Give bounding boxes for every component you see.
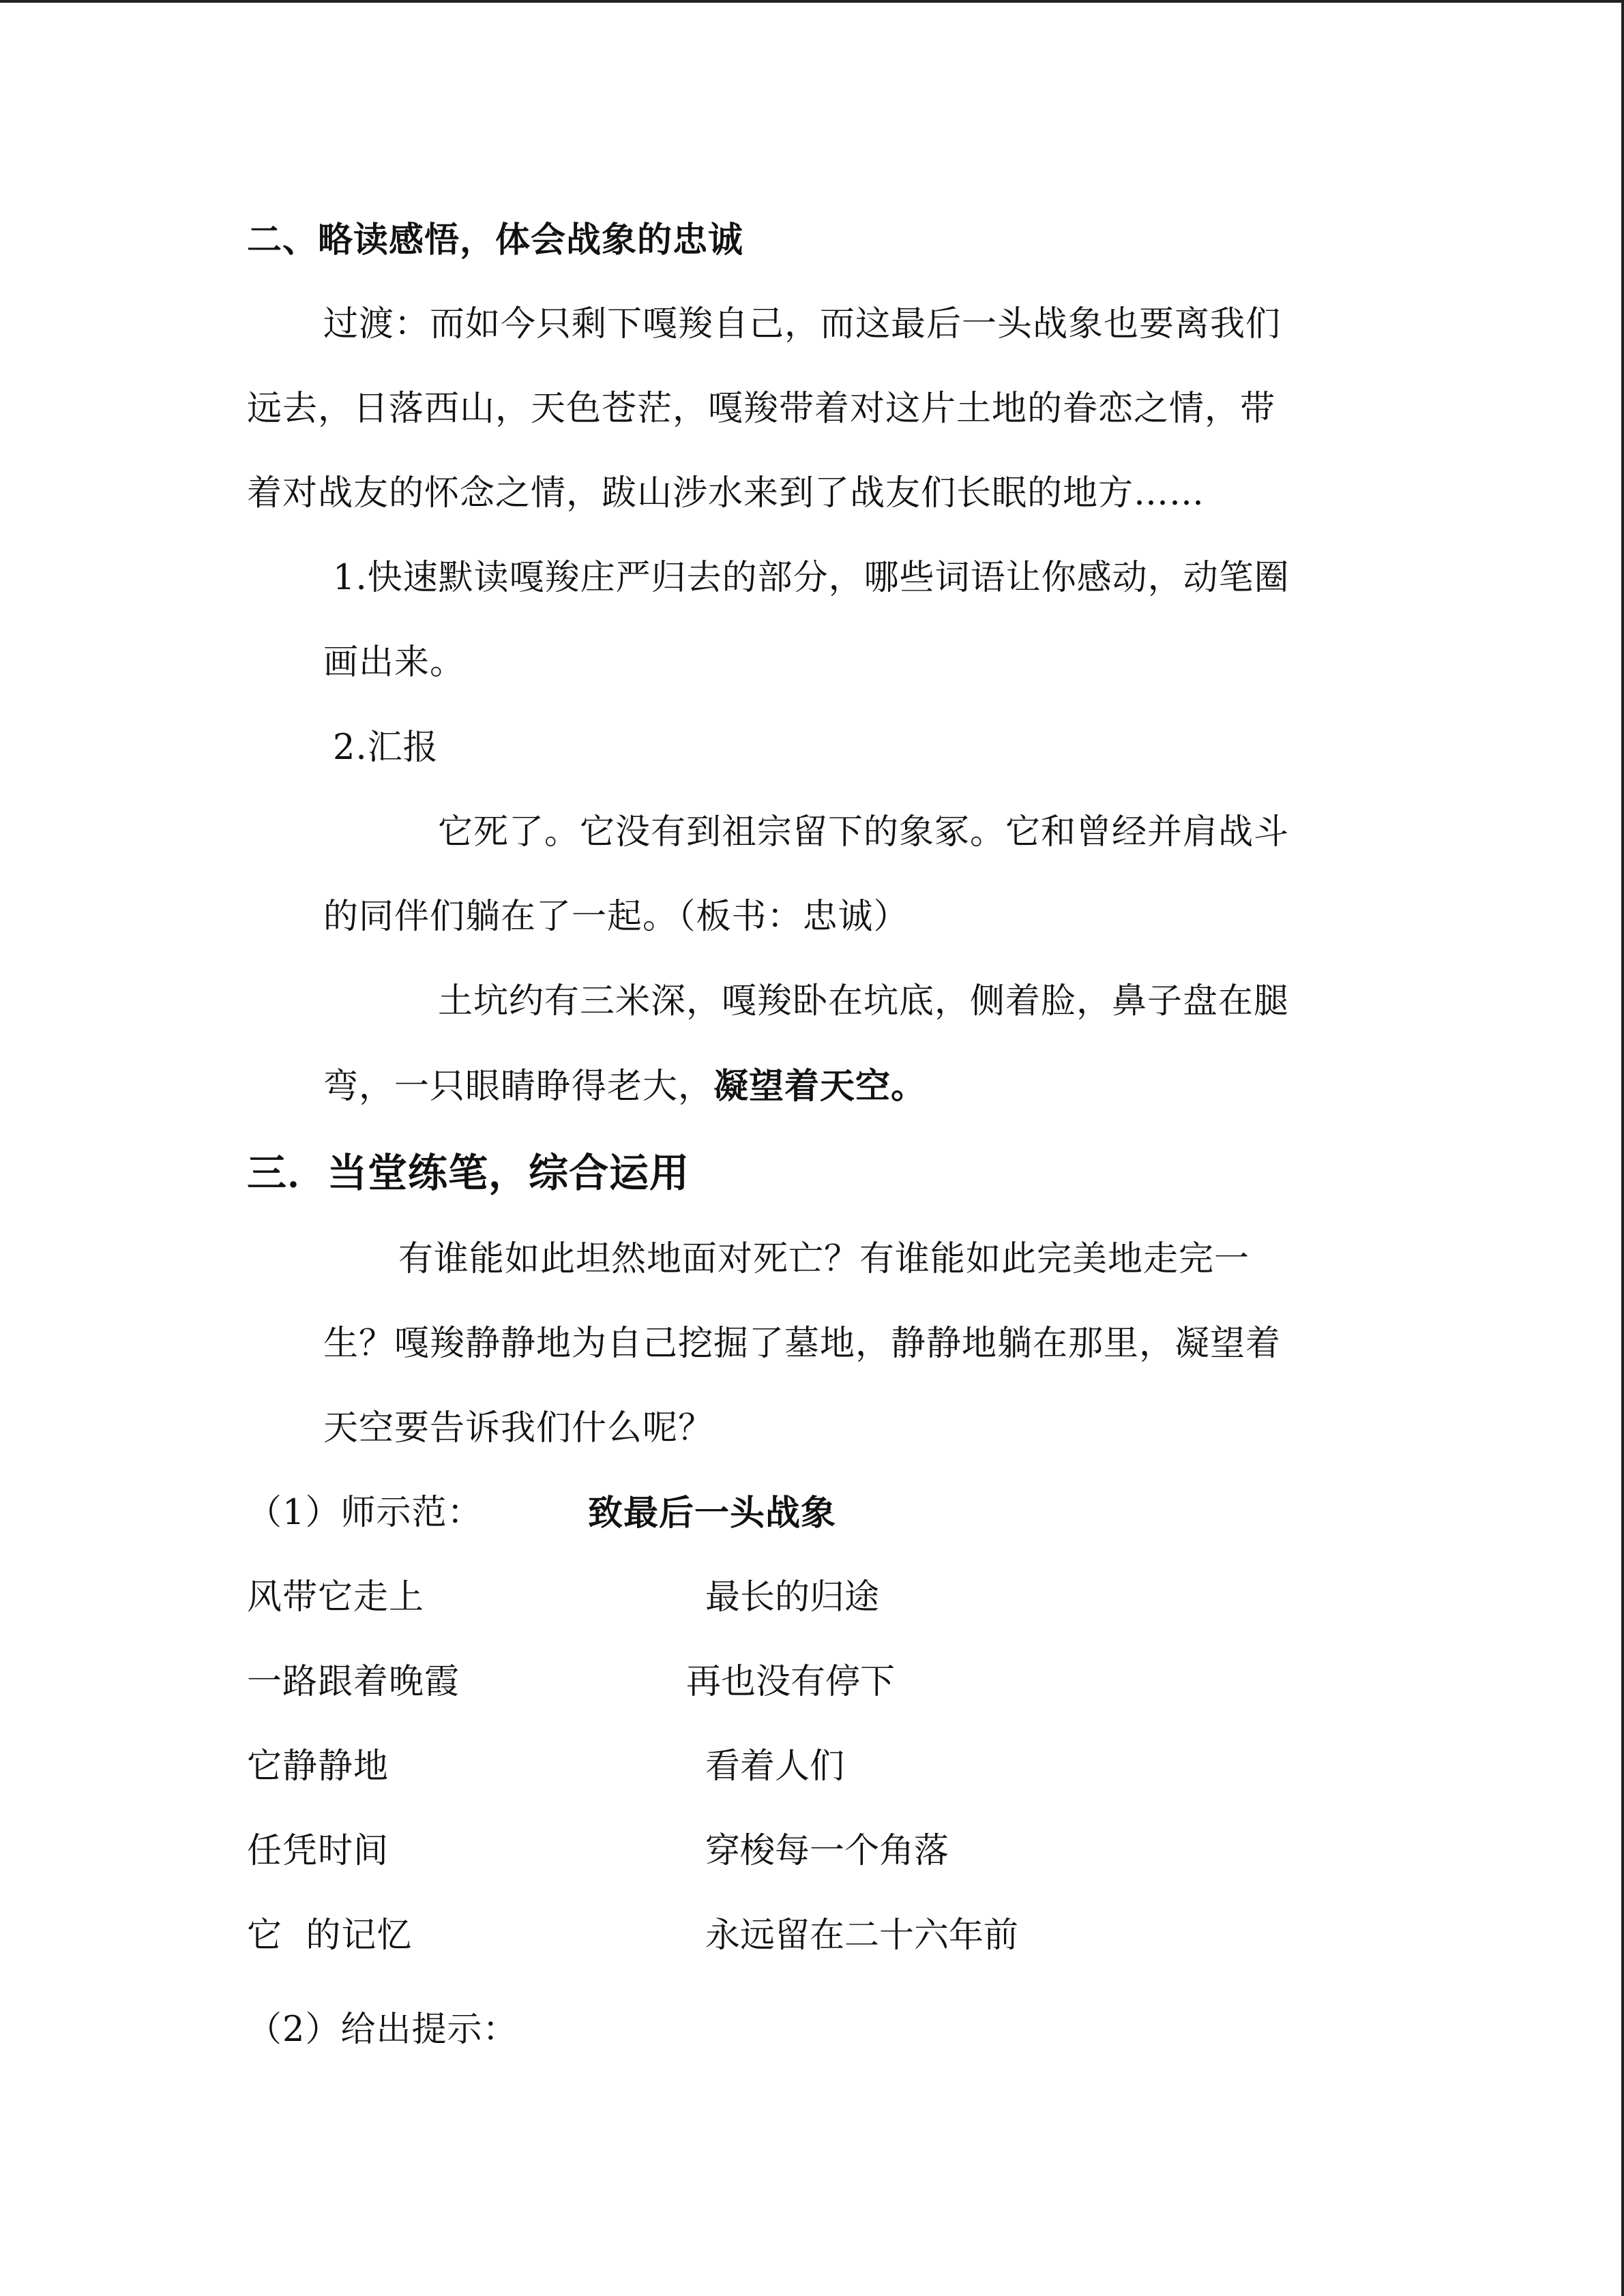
transition-line-2: 远去，日落西山，天色苍茫，嘎羧带着对这片土地的眷恋之情，带: [247, 389, 1276, 429]
section2-heading: 二、略读感悟，体会战象的忠诚: [247, 220, 744, 260]
poem-line-3-left: 它静静地: [247, 1746, 389, 1787]
poem-line-5-left: 它 的记忆: [247, 1915, 413, 1956]
task2-label: 2.汇报: [333, 728, 439, 768]
section3-para-line-3: 天空要告诉我们什么呢？: [323, 1408, 714, 1448]
quote1-line-2: 的同伴们躺在了一起。（板书：忠诚）: [323, 897, 909, 937]
quote2-line-1: 土坑约有三米深，嘎羧卧在坑底，侧着脸，鼻子盘在腿: [438, 981, 1290, 1022]
task1-line-2: 画出来。: [323, 642, 466, 683]
transition-line-3: 着对战友的怀念之情，跋山涉水来到了战友们长眠的地方……: [247, 473, 1205, 513]
poem-title: 致最后一头战象: [588, 1493, 837, 1534]
poem-line-2-left: 一路跟着晚霞: [247, 1662, 460, 1702]
poem-line-2-right: 再也没有停下: [686, 1662, 896, 1702]
task1-line-1: 1.快速默读嘎羧庄严归去的部分，哪些词语让你感动，动笔圈: [333, 558, 1290, 598]
poem-line-1-left: 风带它走上: [247, 1577, 425, 1617]
quote2-line-2-normal: 弯，一只眼睛睁得老大，: [323, 1067, 714, 1107]
quote2-line-2-bold: 凝望着天空。: [713, 1066, 927, 1107]
example-label: （1）师示范：: [247, 1493, 483, 1533]
section3-heading: 三．当堂练笔，综合运用: [247, 1150, 690, 1196]
page-border-top: [0, 0, 1624, 3]
section3-para-line-1: 有谁能如此坦然地面对死亡？有谁能如此完美地走完一: [398, 1239, 1250, 1279]
poem-line-3-right: 看着人们: [705, 1746, 845, 1787]
poem-line-4-right: 穿梭每一个角落: [705, 1831, 949, 1871]
poem-line-1-right: 最长的归途: [705, 1577, 880, 1617]
hint-label: （2）给出提示：: [247, 2010, 518, 2050]
poem-line-5-right: 永远留在二十六年前: [705, 1915, 1019, 1956]
quote1-line-1: 它死了。它没有到祖宗留下的象冢。它和曾经并肩战斗: [438, 812, 1290, 852]
page-border-right: [1621, 0, 1624, 2296]
section3-para-line-2: 生？嘎羧静静地为自己挖掘了墓地，静静地躺在那里，凝望着: [323, 1324, 1282, 1364]
quote2-line-2: [323, 1066, 926, 1107]
poem-line-4-left: 任凭时间: [247, 1831, 389, 1871]
transition-line-1: 过渡：而如今只剩下嘎羧自己，而这最后一头战象也要离我们: [323, 304, 1282, 344]
